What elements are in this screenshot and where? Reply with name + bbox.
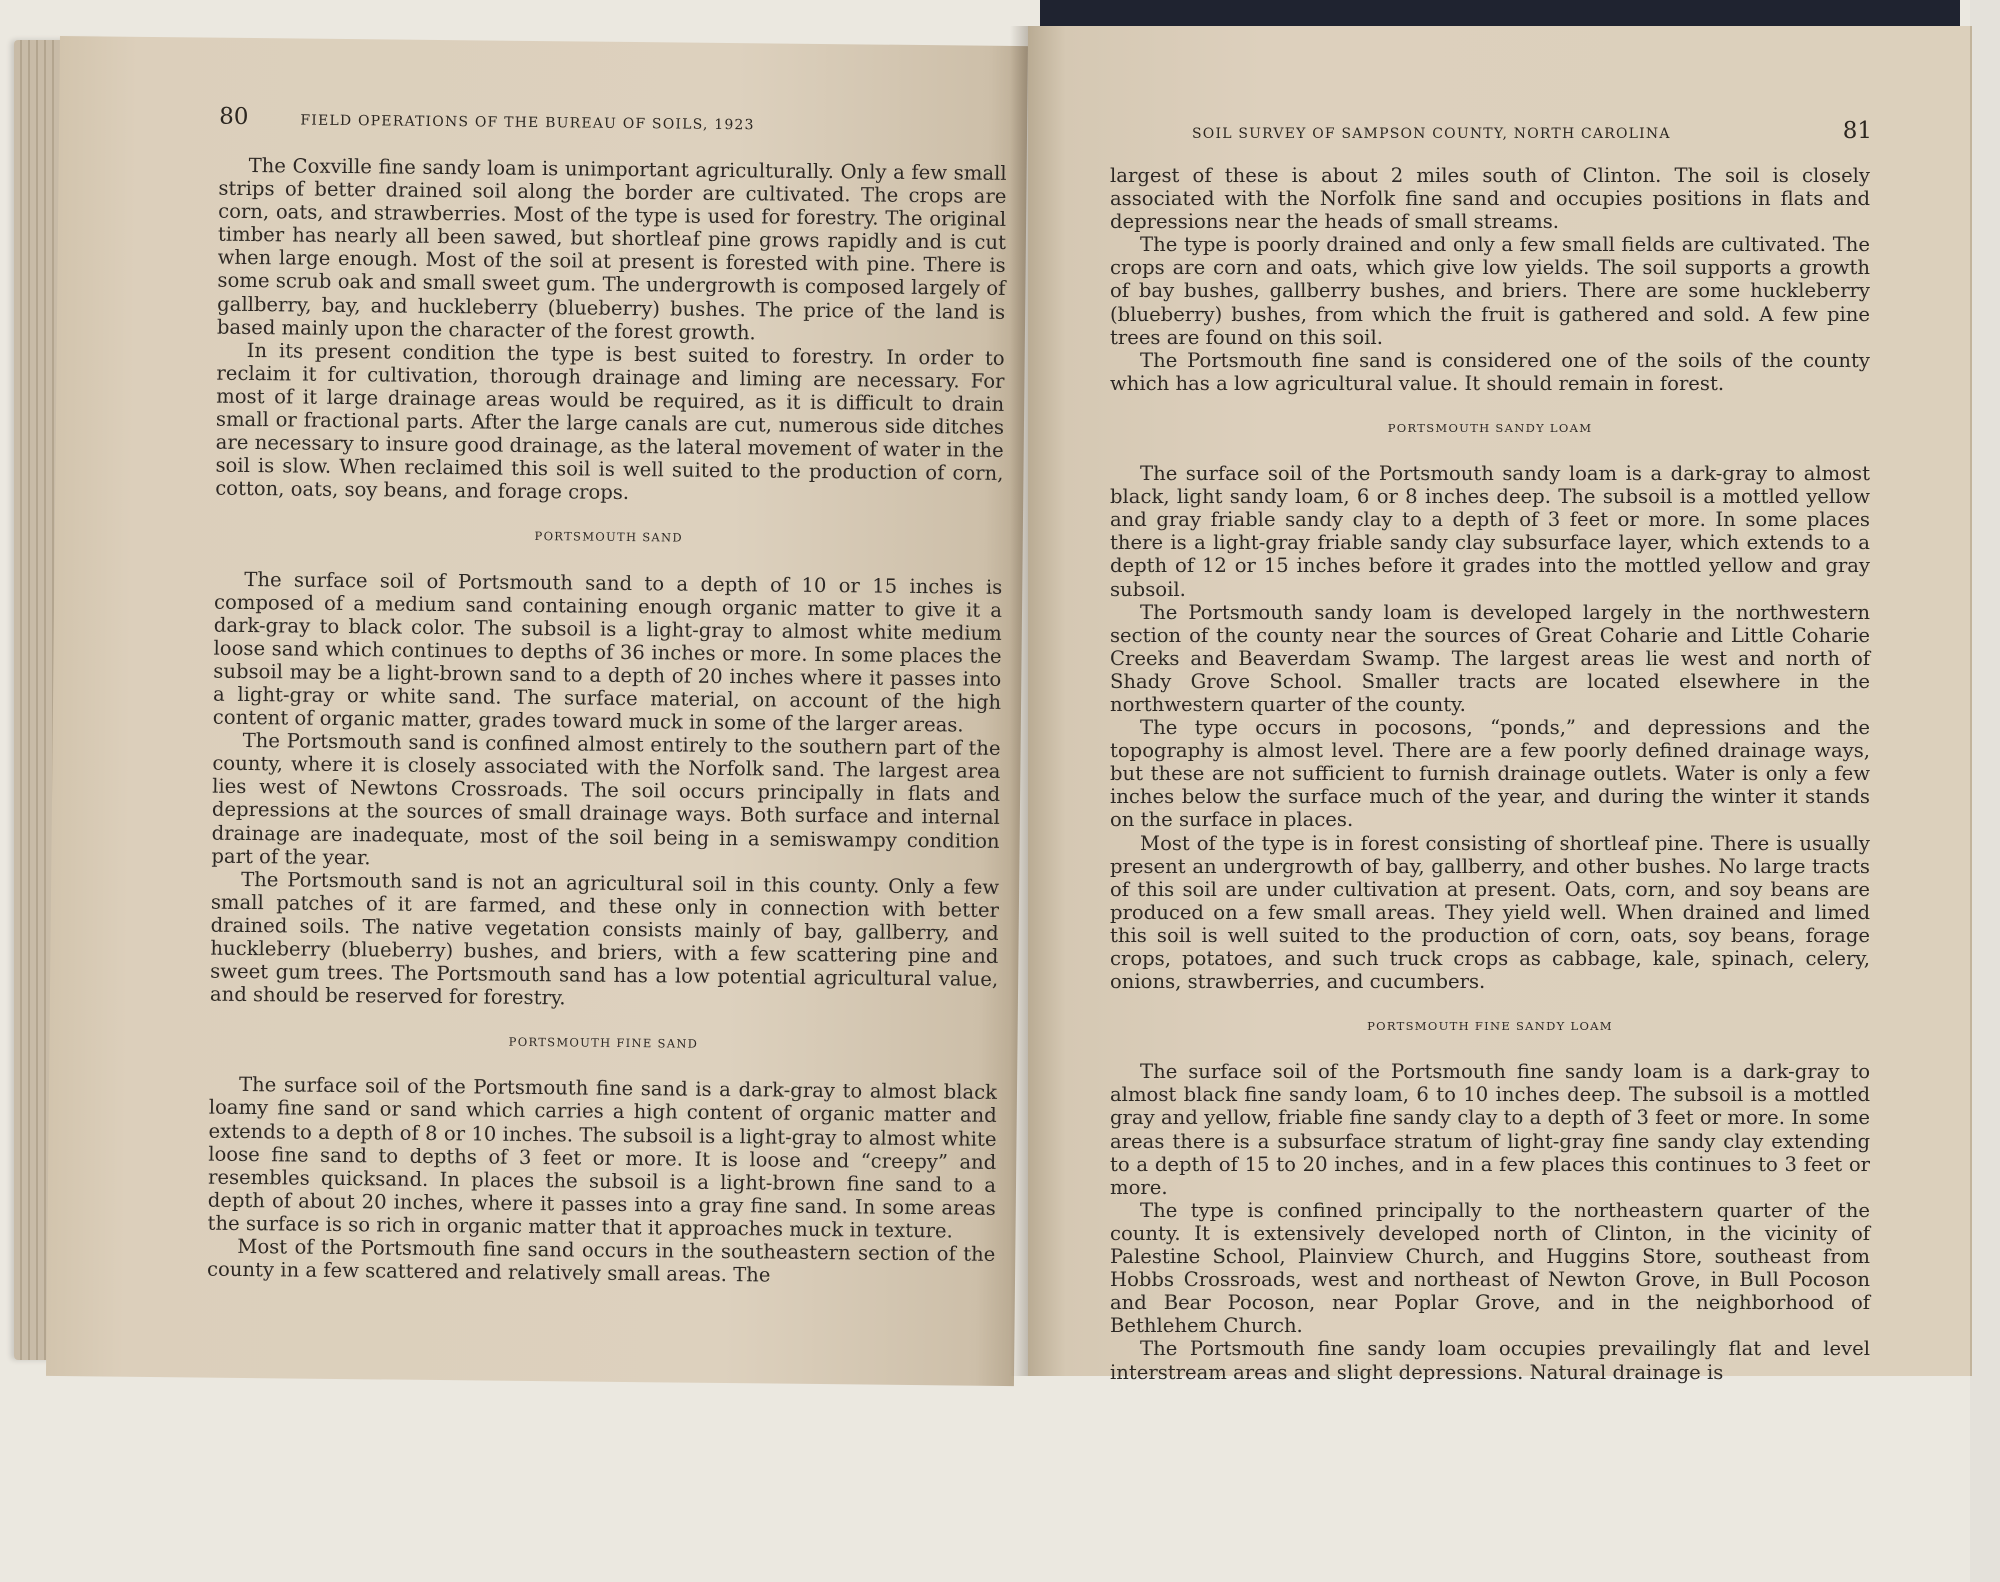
right-running-head-title: SOIL SURVEY OF SAMPSON COUNTY, NORTH CAROLINA [1192, 126, 1671, 142]
paragraph: The surface soil of Portsmouth sand to a depth of 10 or 15 inches is composed of a medium sand containing enough organic matter to give it a dark-gray to black color. The subsoil is a light-gray to almost white medium loose sand which continues to depths of 36 inches or more. In some places the subsoil may be a light-brown sand to a depth of 20 inches where it passes into a light-gray or white sand. The surface material, on account of the high content of organic matter, grades toward muck in some of the larger areas. [212, 567, 1003, 737]
right-page [1028, 26, 1972, 1384]
paragraph: The type is poorly drained and only a few small fields are cultivated. The crops are corn and oats, which give low yields. The soil supports a growth of bay bushes, gallberry bushes, and briers. There are some huckleberry (blueberry) bushes, from which the fruit is gathered and sold. A few pine trees are found on this soil. [1110, 233, 1870, 349]
paragraph: The type is confined principally to the northeastern quarter of the county. It is extensively developed north of Clinton, in the vicinity of Palestine School, Plainview Church, and Huggins Store, southeast from Hobbs Crossroads, west and northeast of Newton Grove, in Bull Pocoson and Bear Pocoson, near Poplar Grove, and in the neighborhood of Bethlehem Church. [1110, 1198, 1870, 1338]
right-running-head [1192, 118, 1872, 144]
section-heading: PORTSMOUTH FINE SANDY LOAM [1367, 1019, 1613, 1034]
paragraph: Most of the Portsmouth fine sand occurs in the southeastern section of the county in a few scattered and relatively small areas. The [206, 1234, 996, 1287]
paragraph: Most of the type is in forest consisting of shortleaf pine. There is usually present an undergrowth of bay, gallberry, and other bushes. No large tracts of this soil are under cultivation at present. Oats, corn, and soy beans are produced on a few small areas. They yield well. When drained and limed this soil is well suited to the production of corn, oats, soy beans, forage crops, potatoes, and such truck crops as cabbage, kale, spinach, celery, onions, strawberries, and cucumbers. [1110, 831, 1870, 994]
right-page-number: 81 [1842, 118, 1872, 144]
section-heading: PORTSMOUTH SANDY LOAM [1387, 420, 1593, 435]
paragraph: The Portsmouth sandy loam is developed largely in the northwestern section of the county near the sources of Great Coharie and Little Coharie Creeks and Beaverdam Swamp. The largest areas lie west and north of Shady Grove School. Smaller tracts are located elsewhere in the northwestern quarter of the county. [1110, 600, 1870, 716]
left-running-head-title: FIELD OPERATIONS OF THE BUREAU OF SOILS, 1923 [300, 112, 755, 134]
left-text-column [207, 154, 1007, 1289]
paragraph: The type occurs in pocosons, “ponds,” and depressions and the topography is almost level. There are a few poorly defined drainage ways, but these are not sufficient to furnish drainage outlets. Water is only a few inches below the surface much of the year, and during the winter it stands on the surface in places. [1110, 716, 1870, 832]
background-edge [1970, 0, 2000, 1582]
paragraph: The Portsmouth sand is not an agricultural soil in this county. Only a few small patches of it are farmed, and these only in connection with better drained soils. The native vegetation consists mainly of bay, gallberry, and huckleberry (blueberry) bushes, and briers, with a few scattering pine and sweet gum trees. The Portsmouth sand has a low potential agricultural value, and should be reserved for forestry. [209, 867, 1000, 1010]
right-text-column [1110, 164, 1870, 1384]
paragraph: The Coxville fine sandy loam is unimportant agriculturally. Only a few small strips of better drained soil along the border are cultivated. The crops are corn, oats, and strawberries. Most of the type is used for forestry. The original timber has nearly all been sawed, but shortleaf pine grows rapidly and is cut when large enough. Most of the soil at present is forested with pine. There is some scrub oak and small sweet gum. The undergrowth is composed largely of gallberry, bay, and huckleberry (blueberry) bushes. The price of the land is based mainly upon the character of the forest growth. [216, 153, 1007, 344]
background-strip [1040, 0, 1960, 26]
paragraph: The surface soil of the Portsmouth fine sand is a dark-gray to almost black loamy fine sand or sand which carries a high content of organic matter and extends to a depth of 8 or 10 inches. The subsoil is a light-gray to almost white loose fine sand to depths of 3 feet or more. It is loose and “creepy” and resembles quicksand. In places the subsoil is a light-brown fine sand to a depth of about 20 inches, where it passes into a gray fine sand. In some areas the surface is so rich in organic matter that it approaches muck in texture. [207, 1073, 998, 1243]
left-page [46, 36, 1028, 1386]
paragraph: The Portsmouth fine sandy loam occupies prevailingly flat and level interstream areas and slight depressions. Natural drainage is [1110, 1337, 1870, 1384]
paragraph: The Portsmouth fine sand is considered one of the soils of the county which has a low agricultural value. It should remain in forest. [1110, 348, 1870, 395]
left-running-head [219, 104, 755, 136]
paragraph: The surface soil of the Portsmouth sandy loam is a dark-gray to almost black, light sandy loam, 6 or 8 inches deep. The subsoil is a mottled yellow and gray friable sandy clay to a depth of 3 feet or more. In some places there is a light-gray friable sandy clay subsurface layer, which extends to a depth of 12 or 15 inches before it grades into the mottled yellow and gray subsoil. [1110, 462, 1870, 601]
section-heading: PORTSMOUTH FINE SAND [508, 1035, 699, 1052]
paragraph: largest of these is about 2 miles south of Clinton. The soil is closely associated with the Norfolk fine sand and occupies positions in flats and depressions near the heads of small streams. [1110, 164, 1870, 234]
paragraph: The surface soil of the Portsmouth fine sandy loam is a dark-gray to almost black fine sandy loam, 6 to 10 inches deep. The subsoil is a mottled gray and yellow, friable fine sandy clay to a depth of 3 feet or more. In some areas there is a subsurface stratum of light-gray fine sandy clay extending to a depth of 15 to 20 inches, and in a few places this continues to 3 feet or more. [1110, 1060, 1870, 1199]
paragraph: In its present condition the type is best suited to forestry. In order to reclaim it for cultivation, thorough drainage and liming are necessary. For most of it large drainage areas would be required, as it is difficult to drain small or fractional parts. After the large canals are cut, numerous side ditches are necessary to insure good drainage, as the lateral movement of water in the soil is slow. When reclaimed this soil is well suited to the production of corn, cotton, oats, soy beans, and forage crops. [215, 338, 1005, 505]
section-heading: PORTSMOUTH SAND [534, 529, 684, 545]
left-page-number: 80 [219, 103, 249, 130]
paragraph: The Portsmouth sand is confined almost entirely to the southern part of the county, where it is closely associated with the Norfolk sand. The largest area lies west of Newtons Crossroads. The soil occurs principally in flats and depressions at the sources of small drainage ways. Both surface and internal drainage are inadequate, most of the soil being in a semiswampy condition part of the year. [211, 729, 1001, 869]
